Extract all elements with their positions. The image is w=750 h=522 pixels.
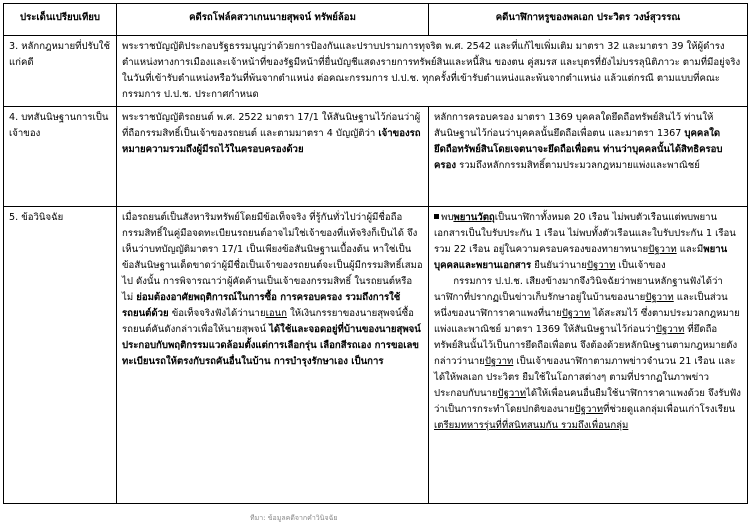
name-underlined: ปัฐวาท <box>497 388 527 399</box>
cell-text: เมื่อรถยนต์เป็นสังหาริมทรัพย์โดยมีข้อเท็จจริง ที่รู้กันทั่วไปว่าผู้มีชื่อถือกรรมสิทธิ์ในคู่มือจดทะเบียนรถยนต์อาจไม่ใช่เจ้าของที่แท้จริงก็เป็นได้ จึงเห็นว่าบทบัญญัติมาตรา 17/1 เป็นเพียงข้อสันนิษฐานเบื้องต้น หาใช่เป็นข้อสันนิษฐานเด็ดขาดว่าผู้มีชื่อเป็นเจ้าของรถยนต์จะเป็นผู้มีกรรมสิทธิ์เสมอไป ดังนั้น การพิจารณาว่าผู้คัดค้านเป็นเจ้าของกรรมสิทธิ์ ในรถยนต์หรือไม่ <box>122 212 423 303</box>
cell-underlined-text: เตรียมทหารรุ่นที่ <box>434 420 502 431</box>
name-underlined: ปัฐวาท <box>648 244 677 255</box>
cell-text: เป็นเจ้าของนาฬิกาตามภาพข่าวจำนวน 21 เรือน และได้ให้พลเอก ประวิตร ยืมใช้ในโอกาสต่างๆ ตามที่ปรากฏในภาพข่าว ประกอบกับนาย <box>434 356 736 399</box>
bullet-icon <box>434 214 439 219</box>
cell-text: เป็นเจ้าของ <box>615 260 666 271</box>
cell-text: และเป็นส่วนหนึ่งของนาฬิการาคาแพงที่นาย <box>434 292 728 319</box>
cell-text: และมี <box>676 244 704 255</box>
table-row <box>4 36 748 107</box>
cell-text: กรรมการ ป.ป.ช. เสียงข้างมากจึงวินิจฉัยว่าพยานหลักฐานฟังได้ว่านาฬิกาที่ปรากฏเป็นข่าวเก็บรักษาอยู่ในบ้านของนาย <box>434 276 723 303</box>
footer-text: ที่มา: ข้อมูลคดีจากคำวินิจฉัย <box>250 514 338 522</box>
header-watch-case: คดีนาฬิกาหรูของพลเอก ประวิตร วงษ์สุวรรณ <box>429 4 748 36</box>
watch-ruling-cell <box>429 207 748 504</box>
cell-text: ที่ช่วยดูแลกลุ่มเพื่อนเก่าโรงเรียน <box>603 404 736 415</box>
cell-underlined-text: ที่สนิทสนมกัน รวมถึงเพื่อนกลุ่ม <box>501 420 629 431</box>
page-footer-fragment <box>0 514 750 522</box>
cell-text: ได้ให้เพื่อนคนอื่นยืมใช้นาฬิการาคาแพงด้วย จึงรับฟังว่าเป็นการกระทำโดยปกติของนาย <box>434 388 741 415</box>
cell-underlined-text: เอนก <box>265 308 287 319</box>
cell-bold-text: ย่อมต้องอาศัยพฤติการณ์ในการซื้อ การครอบครอง รวมถึงการใช้รถยนต์ด้วย <box>122 292 401 319</box>
cell-text: เป็นนาฬิกาทั้งหมด 20 เรือน ไม่พบตัวเรือนแต่พบพยานเอกสารเป็นใบรับประกัน 1 เรือน ไม่พบทั้งตัวเรือนและใบรับประกัน 1 เรือน รวม 22 เรือน อยู่ในความครอบครองของทายาทนาย <box>434 212 736 255</box>
cell-text: ให้เงินกรรยาของนายสุพจน์ซื้อรถยนต์คันดังกล่าวเพื่อให้นายสุพจน์ <box>122 308 414 335</box>
table-row <box>4 107 748 207</box>
cell-bold-text: ได้ใช้และจอดอยู่ที่บ้านของนายสุพจน์ ประกอบกับพฤติกรรมแวดล้อมตั้งแต่การเลือกรุ่น เลือกสีรถเอง การขอเลขทะเบียนรถให้ตรงกับรถคันอื่นในบ้าน การบำรุงรักษาเอง เป็นการ <box>122 324 421 367</box>
cell-bold-text: เจ้าของรถ หมายความรวมถึงผู้มีรถไว้ในครอบครองด้วย <box>122 128 421 155</box>
table-row <box>4 207 748 504</box>
row-topic: 3. หลักกฎหมายที่ปรับใช้แก่คดี <box>4 36 117 107</box>
name-underlined: ปัฐวาท <box>484 356 514 367</box>
vw-ruling-cell <box>117 207 429 504</box>
name-underlined: ปัฐวาท <box>574 404 604 415</box>
cell-text: รวมถึงหลักกรรมสิทธิ์ตามประมวลกฎหมายแพ่งและพาณิชย์ <box>459 160 700 171</box>
cell-text: พระราชบัญญัติรถยนต์ พ.ศ. 2522 มาตรา 17/1 ให้สันนิษฐานไว้ก่อนว่าผู้ที่ถือกรรมสิทธิ์เป็นเจ้าของรถยนต์ และตามมาตรา 4 บัญญัติว่า <box>122 112 421 139</box>
cell-bold-text: พยานบุคคลและพยานเอกสาร <box>434 244 728 271</box>
cell-text: ยืนยันว่านาย <box>531 260 587 271</box>
name-underlined: ปัฐวาท <box>655 324 685 335</box>
row-legal-principle: พระราชบัญญัติประกอบรัฐธรรมนูญว่าด้วยการป้องกันและปราบปรามการทุจริต พ.ศ. 2542 และที่แก้ไขเพิ่มเติม มาตรา 32 และมาตรา 39 ให้ผู้ดำรงตำแหน่งทางการเมืองและเจ้าหน้าที่ของรัฐมีหน้าที่ยื่นบัญชีแสดงรายการทรัพย์สินและหนี้สิน ของตน คู่สมรส และบุตรที่ยังไม่บรรลุนิติภาวะ ตามที่มีอยู่จริงในวันที่เข้ารับตำแหน่งหรือวันที่พ้นจากตำแหน่ง ต่อคณะกรรมการ ป.ป.ช. ทุกครั้งที่เข้ารับตำแหน่งและพ้นจากตำแหน่ง แล้วแต่กรณี ตามแบบที่คณะกรรมการ ป.ป.ช. ประกาศกำหนด <box>117 36 748 107</box>
name-underlined: ปัฐวาท <box>645 292 674 303</box>
vw-presumption-cell <box>117 107 429 207</box>
comparison-table <box>3 3 748 504</box>
cell-text: พบ <box>441 212 454 223</box>
cell-bold-text: บุคคลใดยึดถือทรัพย์สินโดยเจตนาจะยึดถือเพื่อตน ท่านว่าบุคคลนั้นได้สิทธิครอบครอง <box>434 128 723 171</box>
cell-text: ได้สะสมไว้ ซึ่งตามประมวลกฎหมายแพ่งและพาณิชย์ มาตรา 1369 ให้สันนิษฐานไว้ก่อนว่า <box>434 308 740 335</box>
row-topic: 5. ข้อวินิจฉัย <box>4 207 117 504</box>
watch-presumption-cell <box>429 107 748 207</box>
row-topic: 4. บทสันนิษฐานการเป็นเจ้าของ <box>4 107 117 207</box>
cell-text: หลักการครอบครอง มาตรา 1369 บุคคลใดยึดถือทรัพย์สินไว้ ท่านให้สันนิษฐานไว้ก่อนว่าบุคคลนั้นยึดถือเพื่อตน และมาตรา 1367 <box>434 112 714 139</box>
cell-bold-text: พยานวัตถุ <box>453 212 495 223</box>
name-underlined: ปัฐวาท <box>561 308 591 319</box>
cell-text: ที่ยึดถือทรัพย์สินนั้นไว้เป็นการยึดถือเพื่อตน จึงต้องด้วยหลักนิษฐานตามกฎหมายดังกล่าวว่านาย <box>434 324 738 367</box>
header-topic: ประเด็นเปรียบเทียบ <box>4 4 117 36</box>
header-vw-case: คดีรถโฟล์คสวาเกนนายสุพจน์ ทรัพย์ล้อม <box>117 4 429 36</box>
name-underlined: ปัฐวาท <box>586 260 616 271</box>
cell-text: ข้อเท็จจริงฟังได้ว่านาย <box>171 308 266 319</box>
table-header-row <box>4 4 748 36</box>
